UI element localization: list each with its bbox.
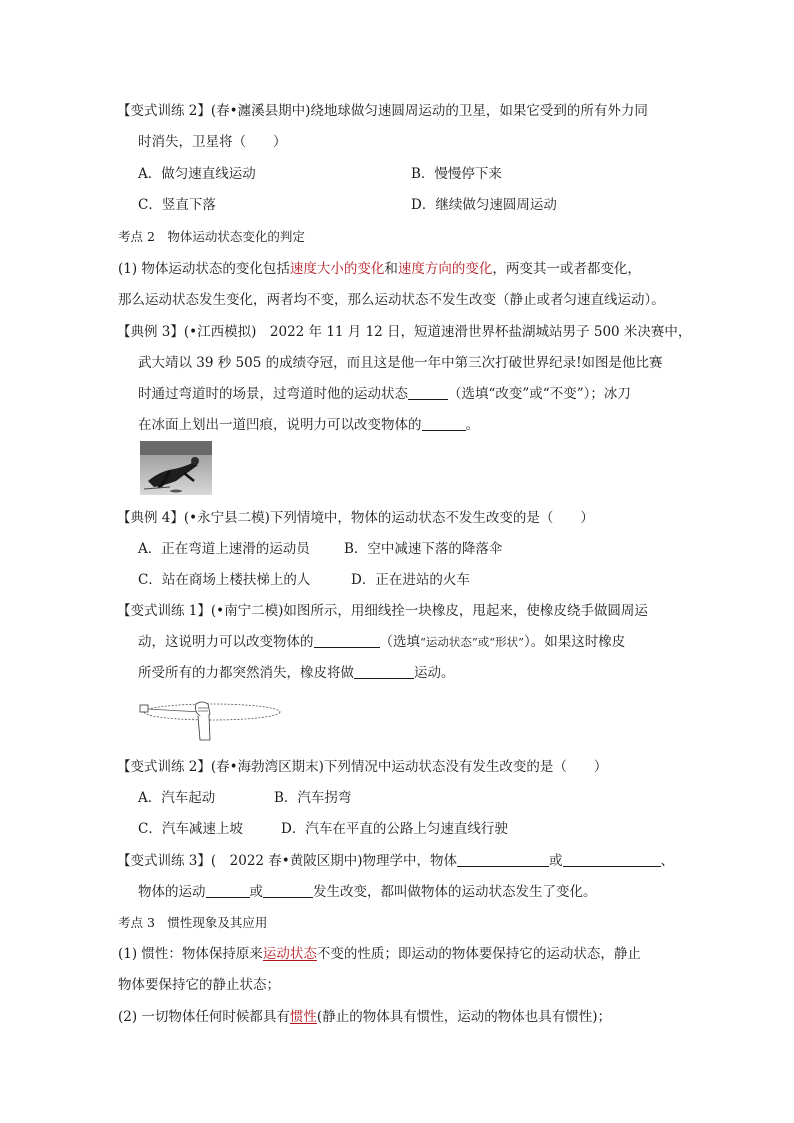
question-text: 物体的运动 (138, 884, 206, 900)
question-text: 、 (660, 853, 675, 869)
option-c: C．汽车减速上坡 (138, 821, 243, 837)
question-text: 或 (549, 853, 563, 869)
question-source: (春•海勃湾区期末) (210, 759, 324, 775)
example-source: (•江西模拟) (183, 324, 257, 340)
highlight-motion-state: 运动状态 (262, 946, 317, 962)
paragraph-inertia-line2: 物体要保持它的静止状态； (118, 977, 280, 993)
question-text: ）。如果这时橡皮 (524, 634, 626, 650)
question-text: 所受所有的力都突然消失，橡皮将做 (138, 665, 354, 681)
example-text: 下列情境中，物体的运动状态不发生改变的是（ ） (269, 510, 594, 526)
variant-3-line2 (138, 883, 597, 901)
paragraph-text: (静止的物体具有惯性，运动的物体也具有惯性)； (316, 1009, 611, 1025)
answer-blank[interactable] (457, 853, 549, 867)
example-text: 时通过弯道时的场景，过弯道时他的运动状态 (138, 386, 408, 402)
option-d: D．继续做匀速圆周运动 (411, 197, 557, 213)
question-text: “运动状态”或“形状” (420, 635, 525, 649)
highlight-inertia: 惯性 (289, 1009, 317, 1025)
question-source: (春•瀍溪县期中) (210, 103, 311, 119)
question-label: 【变式训练 1】 (117, 603, 211, 619)
example-3-line2: 武大靖以 39 秒 505 的成绩夺冠，而且这是他一年中第三次打破世界纪录!如图是他比赛 (138, 355, 663, 371)
section-heading-2: 考点 2 物体运动状态变化的判定 (118, 229, 305, 244)
question-source: (•南宁二模) (210, 603, 284, 619)
answer-blank[interactable] (263, 884, 313, 898)
highlight-speed-direction: 速度方向的变化 (397, 261, 493, 277)
variant-1-line1 (117, 602, 648, 620)
variant-1-line2 (138, 633, 625, 651)
variant-1-line3 (138, 664, 455, 682)
option-a: A．正在弯道上速滑的运动员 (138, 541, 310, 557)
question-text: 运动。 (414, 665, 455, 681)
answer-blank[interactable] (422, 417, 466, 431)
variant-2b-line1 (117, 758, 607, 776)
paragraph-text: (1) 物体运动状态的变化包括 (118, 261, 290, 277)
paragraph-state-change-line2: 那么运动状态发生变化，两者均不变，那么运动状态不发生改变（静止或者匀速直线运动）。 (118, 292, 665, 308)
example-4-line1 (117, 509, 594, 527)
example-3-line4 (138, 416, 479, 434)
example-label: 【典例 3】 (117, 324, 184, 340)
paragraph-state-change-line1 (118, 260, 641, 278)
example-text: 。 (465, 417, 479, 433)
option-a: A．汽车起动 (138, 790, 216, 806)
question-variant-2-line1 (117, 102, 648, 120)
paragraph-inertia-all-objects (118, 1008, 611, 1026)
option-c: C．站在商场上楼扶梯上的人 (138, 572, 311, 588)
example-text: （选填“改变”或“不变”）；冰刀 (448, 386, 631, 402)
eraser-on-string-figure (136, 690, 282, 750)
example-3-line1 (117, 323, 691, 341)
option-a: A．做匀速直线运动 (138, 166, 256, 182)
example-source: (•永宁县二模) (183, 510, 270, 526)
paragraph-text: ，两变其一或者都变化， (492, 261, 641, 277)
example-text: 在冰面上划出一道凹痕，说明力可以改变物体的 (138, 417, 422, 433)
question-text: 物理学中，物体 (362, 853, 458, 869)
highlight-speed-magnitude: 速度大小的变化 (289, 261, 385, 277)
question-label: 【变式训练 2】 (117, 103, 211, 119)
answer-blank[interactable] (314, 634, 380, 648)
answer-blank[interactable] (206, 884, 250, 898)
question-text: 下列情况中运动状态没有发生改变的是（ ） (323, 759, 608, 775)
example-text: 2022 年 11 月 12 日，短道速滑世界杯盐湖城站男子 500 米决赛中， (256, 324, 692, 340)
question-text: 如图所示，用细线拴一块橡皮，甩起来，使橡皮绕手做圆周运 (283, 603, 648, 619)
question-label: 【变式训练 3】 (117, 853, 211, 869)
question-source: ( 2022 春•黄陂区期中) (210, 853, 363, 869)
question-text: 发生改变，都叫做物体的运动状态发生了变化。 (313, 884, 597, 900)
question-text: 绕地球做匀速圆周运动的卫星，如果它受到的所有外力同 (310, 103, 648, 119)
option-b: B．汽车拐弯 (274, 790, 352, 806)
example-label: 【典例 4】 (117, 510, 184, 526)
option-d: D．汽车在平直的公路上匀速直线行驶 (281, 821, 508, 837)
paragraph-inertia-line1 (118, 945, 641, 963)
answer-blank[interactable] (408, 386, 448, 400)
option-b: B．空中减速下落的降落伞 (344, 541, 503, 557)
example-3-line3 (138, 385, 631, 403)
paragraph-text: 不变的性质；即运动的物体要保持它的运动状态，静止 (316, 946, 641, 962)
section-heading-3: 考点 3 惯性现象及其应用 (118, 915, 268, 930)
question-variant-2-line2: 时消失，卫星将（ ） (138, 134, 287, 150)
option-c: C．竖直下落 (138, 197, 216, 213)
short-track-skater-photo (140, 441, 212, 495)
question-text: 动，这说明力可以改变物体的 (138, 634, 314, 650)
option-b: B．慢慢停下来 (411, 166, 502, 182)
question-label: 【变式训练 2】 (117, 759, 211, 775)
paragraph-text: (1) 惯性：物体保持原来 (118, 946, 263, 962)
paragraph-text: (2) 一切物体任何时候都具有 (118, 1009, 290, 1025)
paragraph-text: 和 (384, 261, 398, 277)
question-text: 或 (249, 884, 263, 900)
option-d: D．正在进站的火车 (351, 572, 470, 588)
answer-blank[interactable] (354, 665, 414, 679)
question-text: （选填 (379, 634, 420, 650)
answer-blank[interactable] (563, 853, 661, 867)
variant-3-line1 (117, 852, 674, 870)
